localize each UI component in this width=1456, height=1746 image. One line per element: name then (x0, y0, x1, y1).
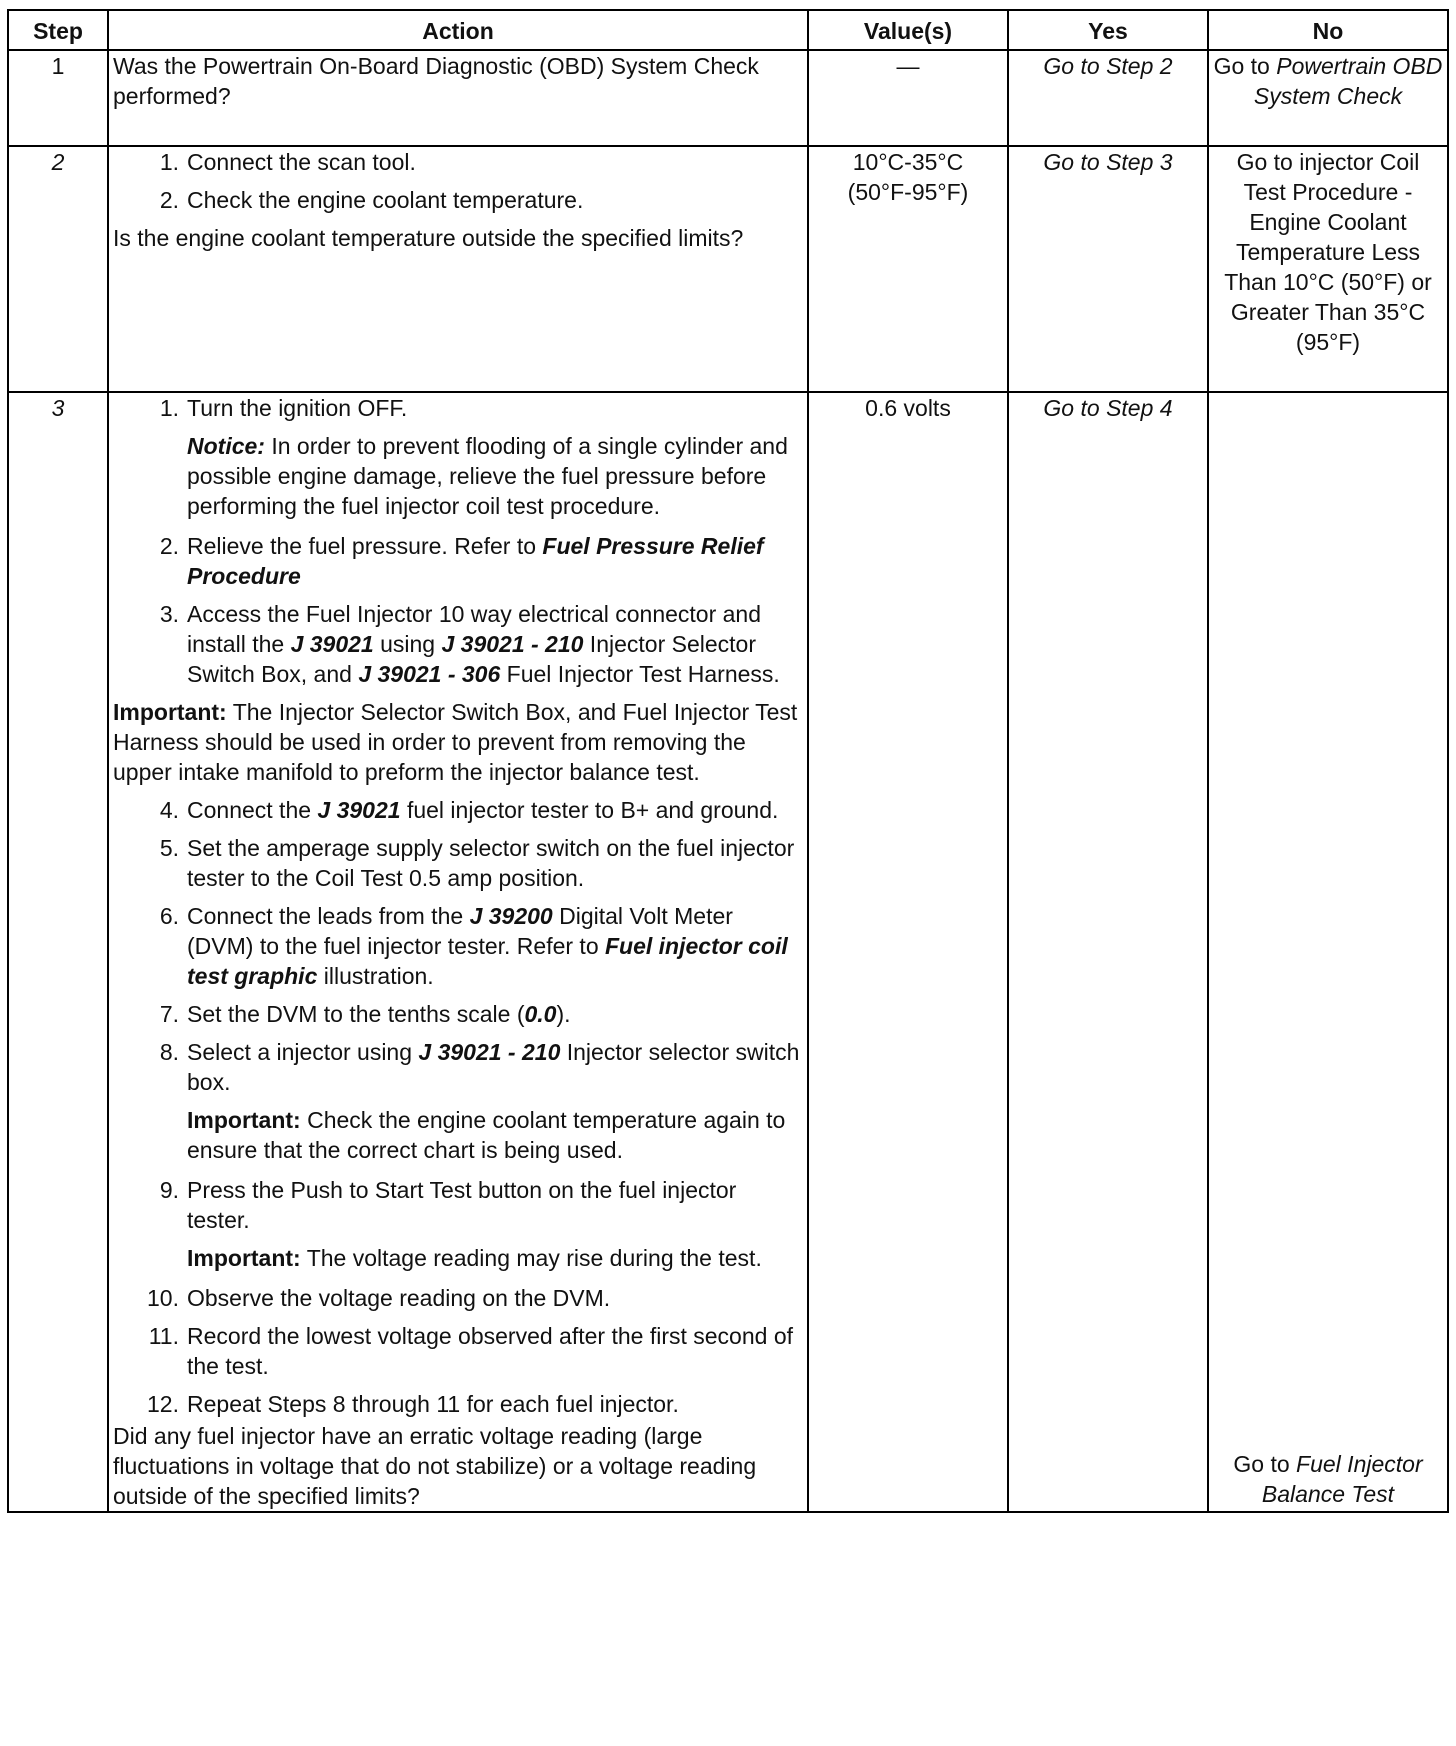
no-link-text[interactable]: Powertrain OBD System Check (1253, 53, 1443, 109)
list-item: 5. Set the amperage supply selector switch on the fuel injector tester to the Coil Test 0.5 amp position. (159, 835, 795, 891)
header-values: Value(s) (808, 10, 1008, 50)
no-link-text[interactable]: Fuel Injector Balance Test (1261, 1451, 1423, 1507)
step-number: 2 (8, 146, 108, 392)
notice-block: Notice: In order to prevent flooding of a single cylinder and possible engine damage, relieve the fuel pressure before performing the fuel injector coil test procedure. (187, 433, 788, 519)
no-prefix: Go to (1233, 1451, 1297, 1477)
list-item: 12. Repeat Steps 8 through 11 for each fuel injector. (147, 1391, 679, 1417)
yes-link[interactable]: Go to Step 2 (1008, 50, 1208, 146)
action-cell (108, 392, 808, 1512)
list-item: 2. Relieve the fuel pressure. Refer to Fuel Pressure Relief Procedure (159, 533, 764, 589)
important-block: Important: The Injector Selector Switch Box, and Fuel Injector Test Harness should be used in order to prevent from removing the upper intake manifold to preform the injector balance test. (113, 699, 798, 785)
list-item: 2. Check the engine coolant temperature. (159, 187, 584, 213)
action-cell (108, 50, 808, 146)
question-text: Is the engine coolant temperature outside the specified limits? (113, 225, 744, 251)
value-cell (808, 146, 1008, 392)
list-item: 11. Record the lowest voltage observed after the first second of the test. (148, 1323, 793, 1379)
important-block: Important: The voltage reading may rise during the test. (187, 1245, 762, 1271)
list-item: 8. Select a injector using J 39021 - 210 Injector selector switch box. (159, 1039, 800, 1095)
no-link[interactable]: Go to injector Coil Test Procedure - Engine Coolant Temperature Less Than 10°C (50°F) or Greater Than 35°C (95°F) (1208, 146, 1448, 392)
list-item: 4. Connect the J 39021 fuel injector tester to B+ and ground. (159, 797, 779, 823)
list-item: 9. Press the Push to Start Test button on the fuel injector tester. (159, 1177, 737, 1233)
list-item: 10. Observe the voltage reading on the DVM. (147, 1285, 611, 1311)
question-text: Did any fuel injector have an erratic voltage reading (large fluctuations in voltage that do not stabilize) or a voltage reading outside of the specified limits? (113, 1423, 757, 1509)
header-action: Action (108, 10, 808, 50)
reference-link[interactable]: Fuel injector coil test graphic (187, 933, 788, 989)
yes-link[interactable]: Go to Step 3 (1008, 146, 1208, 392)
header-yes: Yes (1008, 10, 1208, 50)
no-link[interactable] (1208, 392, 1448, 1512)
reference-link[interactable]: Fuel Pressure Relief Procedure (187, 533, 764, 589)
header-row (8, 10, 1448, 50)
header-step: Step (8, 10, 108, 50)
step-number: 3 (8, 392, 108, 1512)
no-prefix: Go to (1213, 53, 1277, 79)
step-number: 1 (8, 50, 108, 146)
list-item: 1. Connect the scan tool. (159, 149, 416, 175)
important-block: Important: Check the engine coolant temperature again to ensure that the correct chart is being used. (187, 1107, 786, 1163)
no-link[interactable] (1208, 50, 1448, 146)
value-cell: 0.6 volts (808, 392, 1008, 1512)
list-item: 7. Set the DVM to the tenths scale (0.0). (159, 1001, 571, 1027)
yes-link[interactable]: Go to Step 4 (1008, 392, 1208, 1512)
value-fahrenheit: (50°F-95°F) (847, 179, 969, 205)
list-item: 1. Turn the ignition OFF. (159, 395, 408, 421)
value-cell: — (808, 50, 1008, 146)
action-cell (108, 146, 808, 392)
list-item: 6. Connect the leads from the J 39200 Digital Volt Meter (DVM) to the fuel injector tester. Refer to Fuel injector coil test graphic illustration. (159, 903, 788, 989)
list-item: 3. Access the Fuel Injector 10 way electrical connector and install the J 39021 using J 39021 - 210 Injector Selector Switch Box, and J 39021 - 306 Fuel Injector Test Harness. (159, 601, 780, 687)
value-celsius: 10°C-35°C (852, 149, 964, 175)
table-row (8, 50, 1448, 146)
table-row (8, 392, 1448, 1512)
question-text: Was the Powertrain On-Board Diagnostic (OBD) System Check performed? (113, 53, 759, 109)
diagnostic-table (7, 9, 1449, 1513)
table-row (8, 146, 1448, 392)
header-no: No (1208, 10, 1448, 50)
